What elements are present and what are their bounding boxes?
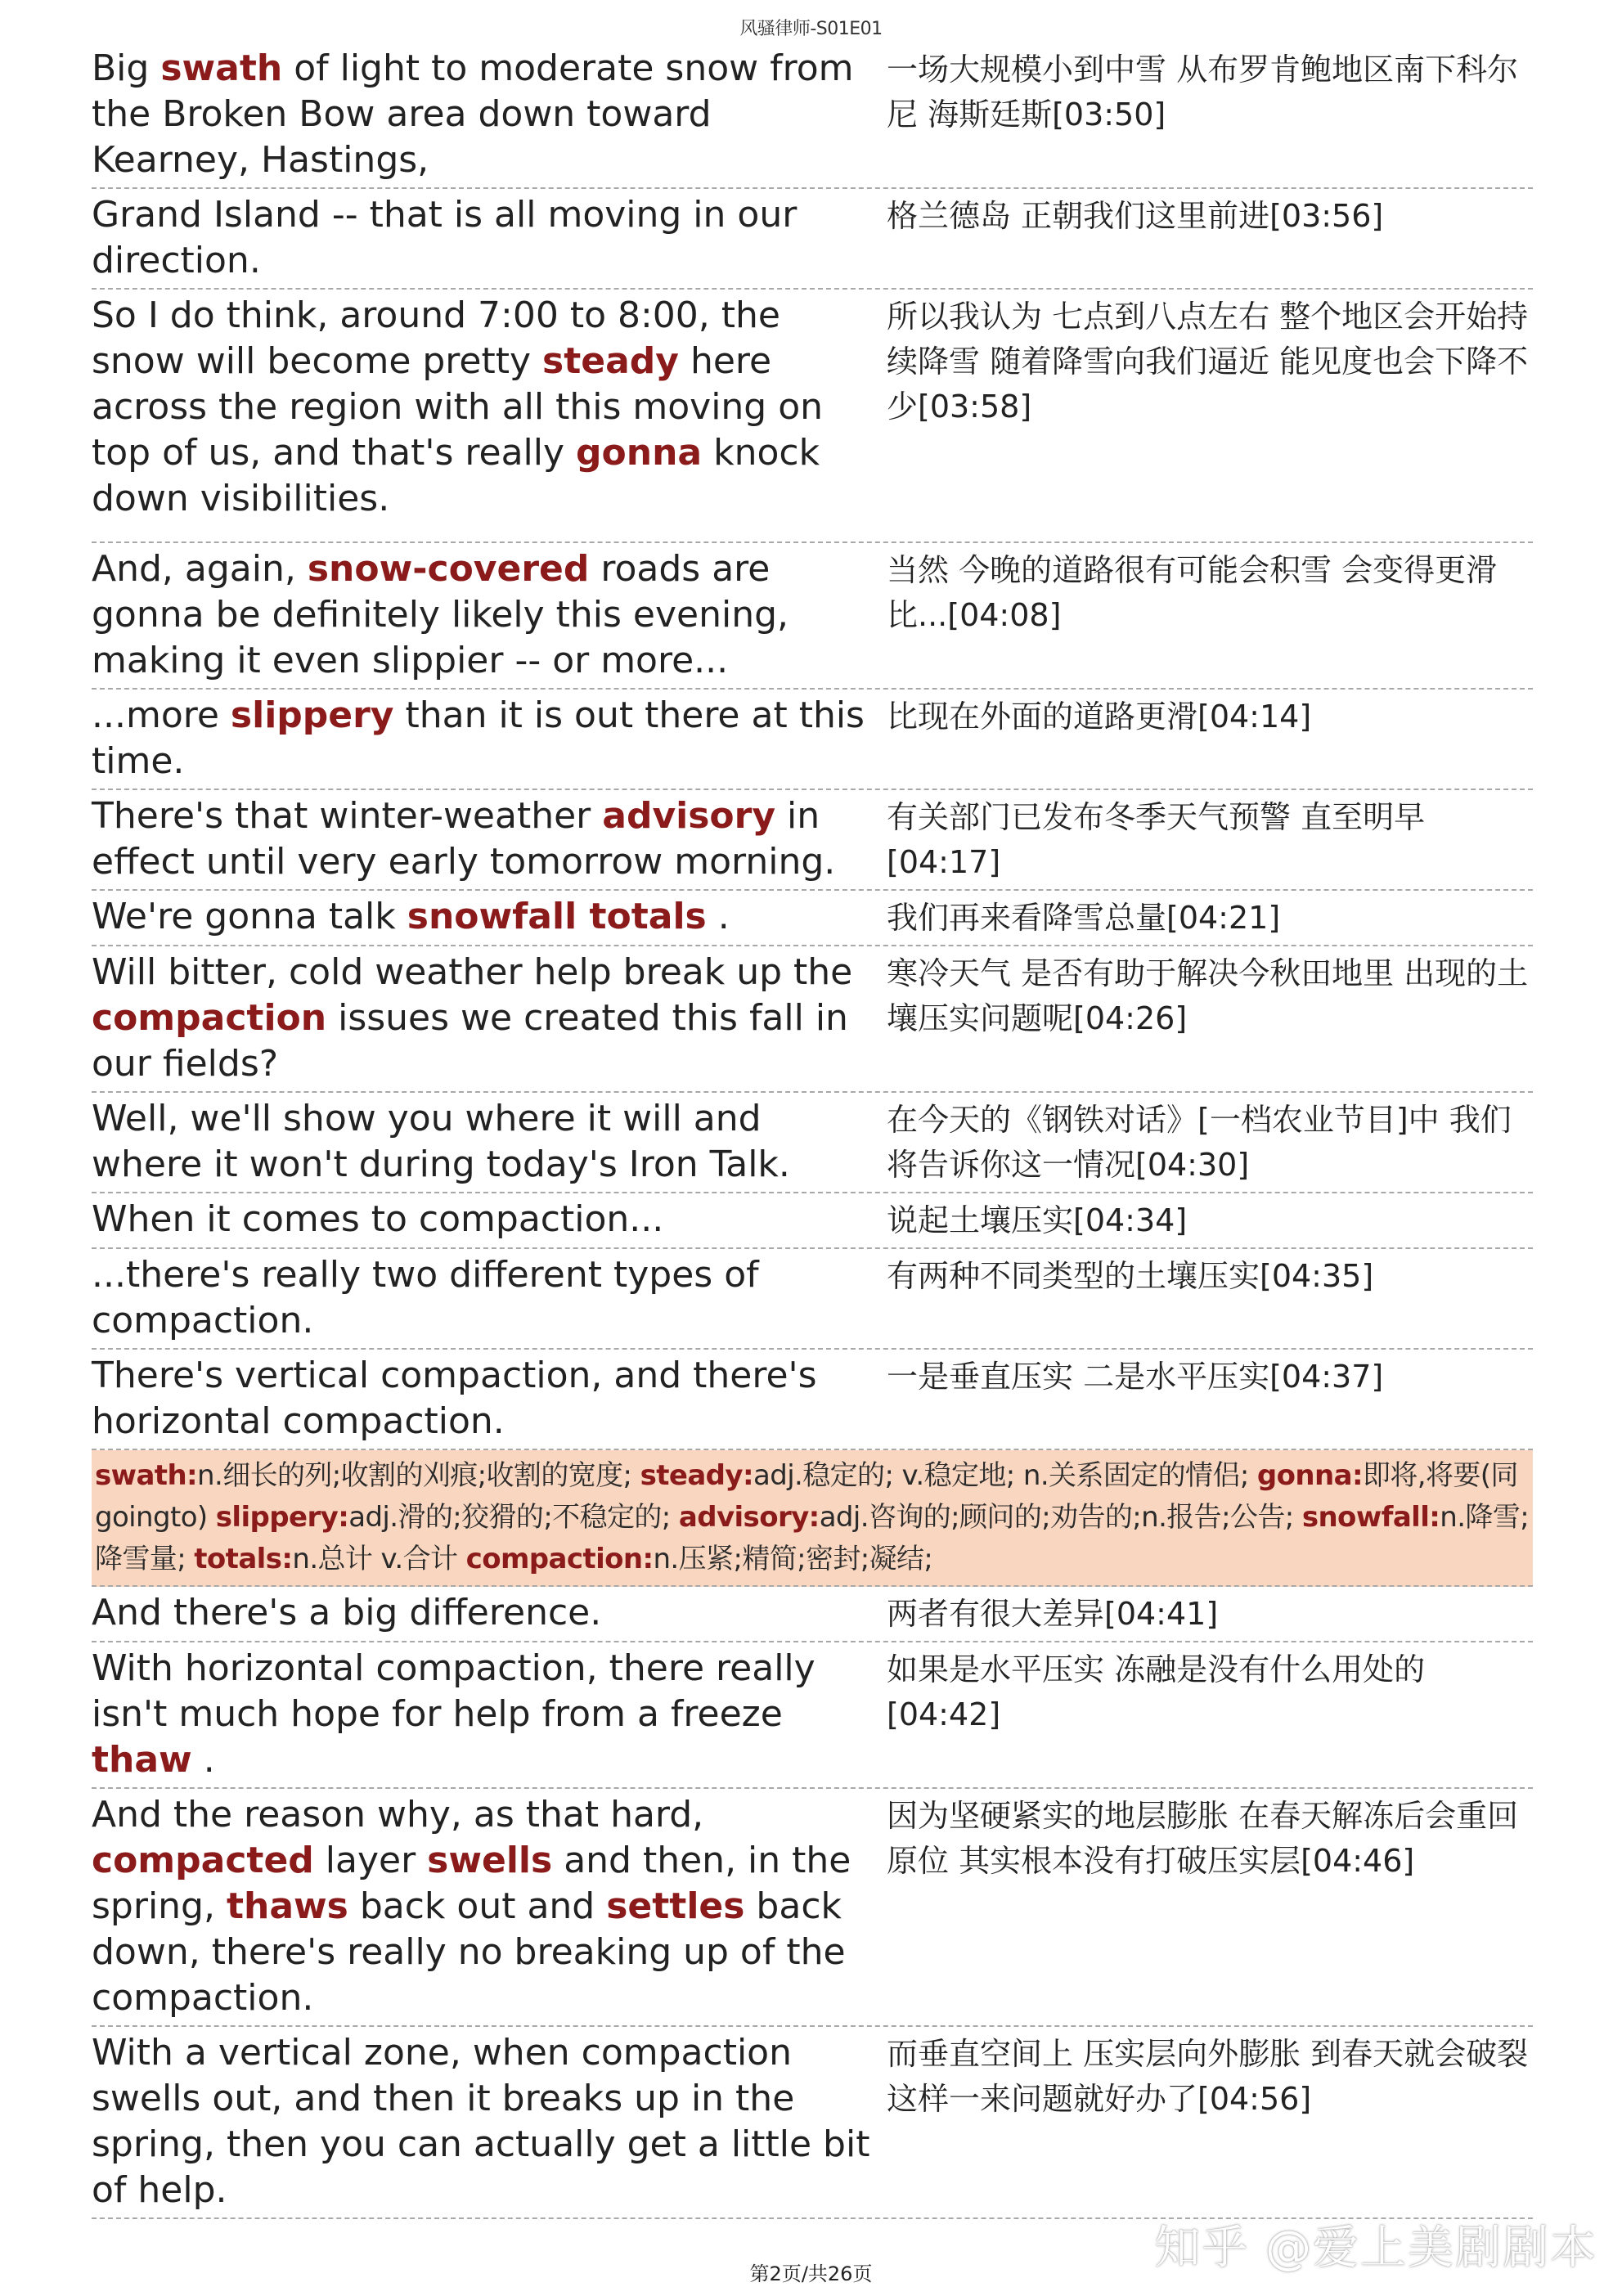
chinese-line: 而垂直空间上 压实层向外膨胀 到春天就会破裂 这样一来问题就好办了[04:56]	[887, 2036, 1529, 2117]
highlighted-word: compaction	[92, 997, 327, 1039]
chinese-line: 有两种不同类型的土壤压实[04:35]	[887, 1258, 1374, 1294]
text-segment: adj.稳定的; v.稳定地; n.关系固定的情侣;	[753, 1459, 1257, 1492]
subtitle-row	[92, 690, 1533, 790]
chinese-line: 所以我认为 七点到八点左右 整个地区会开始持续降雪 随着降雪向我们逼近 能见度也会下降不少[03:58]	[887, 299, 1529, 425]
text-segment: n.细长的列;收割的刈痕;收割的宽度;	[197, 1459, 640, 1492]
text-segment: knock down visibilities.	[92, 432, 820, 519]
subtitle-row	[92, 1193, 1533, 1249]
text-segment: n.降雪;降雪量;	[95, 1501, 1530, 1575]
text-segment: back down, there's really no breaking up of the compaction.	[92, 1885, 846, 2019]
english-line	[92, 894, 887, 941]
subtitle-row	[92, 1249, 1533, 1350]
text-segment: When it comes to compaction...	[92, 1198, 664, 1240]
subtitle-row	[92, 290, 1533, 543]
highlighted-word: compaction:	[465, 1543, 654, 1575]
vocabulary-gloss	[92, 1450, 1533, 1587]
text-segment: ...more	[92, 694, 231, 736]
watermark: 知乎 @爱上美剧剧本	[1154, 2222, 1597, 2275]
text-segment: layer	[313, 1840, 428, 1881]
text-segment: Well, we'll show you where it will and where it won't during today's Iron Talk.	[92, 1098, 790, 1185]
highlighted-word: swath:	[95, 1459, 198, 1492]
text-segment: issues we created this fall in our fields?	[92, 997, 848, 1085]
text-segment: We're gonna talk	[92, 896, 407, 937]
subtitle-row	[92, 891, 1533, 946]
text-segment: There's vertical compaction, and there's horizontal compaction.	[92, 1355, 817, 1442]
page-number: 第2页/共26页	[749, 2262, 873, 2285]
subtitle-rows-1	[92, 43, 1533, 1450]
english-line	[92, 1792, 887, 2021]
text-segment: in effect until very early tomorrow morning.	[92, 795, 836, 883]
chinese-line: 寒冷天气 是否有助于解决今秋田地里 出现的土壤压实问题呢[04:26]	[887, 955, 1529, 1036]
chinese-line: 说起土壤压实[04:34]	[887, 1202, 1188, 1238]
english-line	[92, 950, 887, 1087]
english-line	[92, 793, 887, 885]
chinese-line: 在今天的《钢铁对话》[一档农业节目]中 我们将告诉你这一情况[04:30]	[887, 1102, 1512, 1183]
chinese-line: 一是垂直压实 二是水平压实[04:37]	[887, 1359, 1384, 1395]
text-segment: So I do think, around 7:00 to 8:00, the snow will become pretty	[92, 294, 780, 382]
highlighted-word: snowfall totals	[407, 896, 707, 937]
subtitle-row	[92, 1093, 1533, 1193]
english-line	[92, 293, 887, 522]
chinese-line: 两者有很大差异[04:41]	[887, 1596, 1219, 1632]
highlighted-word: snowfall:	[1301, 1501, 1440, 1534]
highlighted-word: gonna	[576, 432, 703, 474]
text-segment: Will bitter, cold weather help break up the	[92, 951, 853, 993]
chinese-line: 我们再来看降雪总量[04:21]	[887, 900, 1281, 936]
text-segment: of light to moderate snow from the Broken Bow area down toward Kearney, Hastings,	[92, 47, 854, 181]
english-line	[92, 546, 887, 684]
subtitle-row	[92, 1642, 1533, 1789]
chinese-line: 当然 今晚的道路很有可能会积雪 会变得更滑 比...[04:08]	[887, 552, 1498, 633]
text-segment: With a vertical zone, when compaction swells out, and then it breaks up in the spring, then you can actually get a little bit of help.	[92, 2032, 870, 2211]
text-segment: .	[191, 1739, 215, 1781]
highlighted-word: slippery:	[215, 1501, 349, 1534]
english-line	[92, 693, 887, 784]
chinese-line: 因为坚硬紧实的地层膨胀 在春天解冻后会重回原位 其实根本没有打破压实层[04:46]	[887, 1798, 1519, 1879]
highlighted-word: snow-covered	[307, 548, 590, 590]
highlighted-word: gonna:	[1256, 1459, 1363, 1492]
text-segment: than it is out there at this time.	[92, 694, 865, 782]
text-segment: 即将,将要(同goingto)	[95, 1459, 1518, 1534]
text-segment: n.总计 v.合计	[292, 1543, 466, 1575]
page-header: 风骚律师-S01E01	[739, 19, 883, 39]
chinese-line: 有关部门已发布冬季天气预警 直至明早[04:17]	[887, 799, 1426, 880]
english-line	[92, 1590, 887, 1637]
english-line	[92, 192, 887, 284]
text-segment: There's that winter-weather	[92, 795, 603, 837]
highlighted-word: advisory	[602, 795, 775, 837]
english-line	[92, 1096, 887, 1188]
highlighted-word: steady	[542, 340, 679, 382]
text-segment: Grand Island -- that is all moving in our direction.	[92, 194, 798, 281]
subtitle-row	[92, 543, 1533, 690]
text-segment: adj.滑的;狡猾的;不稳定的;	[348, 1501, 679, 1534]
subtitle-rows-2	[92, 1587, 1533, 2219]
chinese-line: 比现在外面的道路更滑[04:14]	[887, 699, 1312, 735]
text-segment: With horizontal compaction, there really isn't much hope for help from a freeze	[92, 1647, 815, 1735]
text-segment: Big	[92, 47, 161, 89]
highlighted-word: steady:	[640, 1459, 753, 1492]
english-line	[92, 1197, 887, 1243]
text-segment: back out and	[348, 1885, 607, 1927]
highlighted-word: compacted	[92, 1840, 314, 1881]
subtitle-row	[92, 43, 1533, 189]
english-line	[92, 1252, 887, 1344]
text-segment: roads are gonna be definitely likely this evening, making it even slippier -- or more...	[92, 548, 789, 681]
highlighted-word: swath	[160, 47, 283, 89]
subtitle-row	[92, 1350, 1533, 1450]
highlighted-word: thaws	[226, 1885, 348, 1927]
highlighted-word: slippery	[230, 694, 394, 736]
chinese-line: 格兰德岛 正朝我们这里前进[03:56]	[887, 198, 1384, 234]
highlighted-word: thaw	[92, 1739, 192, 1781]
english-line	[92, 46, 887, 183]
highlighted-word: advisory:	[678, 1501, 820, 1534]
subtitle-row	[92, 2027, 1533, 2219]
subtitle-row	[92, 946, 1533, 1093]
subtitle-row	[92, 790, 1533, 891]
subtitle-table	[92, 43, 1533, 2219]
english-line	[92, 1353, 887, 1445]
english-line	[92, 2030, 887, 2213]
chinese-line: 如果是水平压实 冻融是没有什么用处的[04:42]	[887, 1651, 1426, 1732]
highlighted-word: totals:	[194, 1543, 293, 1575]
subtitle-row	[92, 1587, 1533, 1642]
subtitle-row	[92, 189, 1533, 290]
chinese-line: 一场大规模小到中雪 从布罗肯鲍地区南下科尔尼 海斯廷斯[03:50]	[887, 52, 1519, 133]
subtitle-row	[92, 1789, 1533, 2027]
text-segment: And the reason why, as that hard,	[92, 1794, 704, 1835]
highlighted-word: swells	[427, 1840, 553, 1881]
text-segment: and then, in the spring,	[92, 1840, 851, 1927]
text-segment: n.压紧;精简;密封;凝结;	[653, 1543, 933, 1575]
text-segment: here across the region with all this moving on top of us, and that's really	[92, 340, 824, 474]
highlighted-word: settles	[606, 1885, 745, 1927]
text-segment: And there's a big difference.	[92, 1592, 602, 1633]
english-line	[92, 1646, 887, 1783]
text-segment: adj.咨询的;顾问的;劝告的;n.报告;公告;	[819, 1501, 1302, 1534]
text-segment: And, again,	[92, 548, 308, 590]
text-segment: ...there's really two different types of compaction.	[92, 1254, 759, 1341]
text-segment: .	[706, 896, 730, 937]
